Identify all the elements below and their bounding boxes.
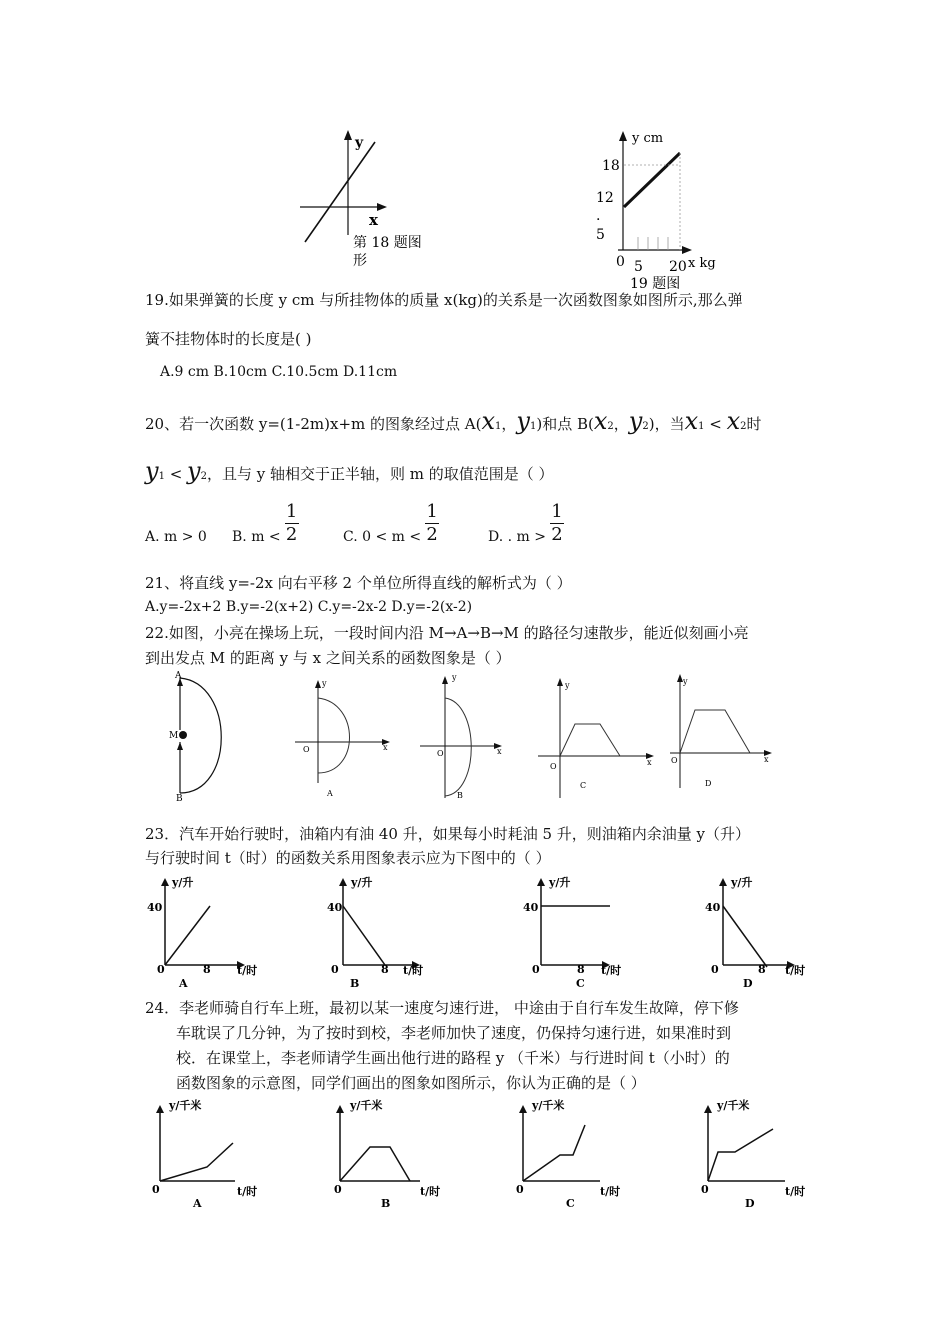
svg-text:M: M bbox=[169, 731, 179, 741]
svg-text:B: B bbox=[381, 1197, 391, 1210]
svg-text:A: A bbox=[193, 1197, 202, 1210]
fig18-caption: 第 18 题图 bbox=[353, 235, 422, 251]
q24-figures bbox=[145, 1095, 810, 1215]
svg-text:t/时: t/时 bbox=[237, 1185, 258, 1198]
q19-options: A.9 cm B.10cm C.10.5cm D.11cm bbox=[160, 364, 398, 380]
q24-line4: 函数图象的示意图，同学们画出的图象如图所示，你认为正确的是（ ） bbox=[176, 1074, 646, 1092]
svg-text:O: O bbox=[303, 745, 310, 754]
svg-text:0: 0 bbox=[157, 963, 165, 976]
fig18-caption-2: 形 bbox=[353, 253, 367, 269]
q21-options: A.y=-2x+2 B.y=-2(x+2) C.y=-2x-2 D.y=-2(x-2) bbox=[145, 599, 473, 615]
svg-text:y/千米: y/千米 bbox=[717, 1099, 750, 1112]
svg-text:t/时: t/时 bbox=[601, 964, 622, 977]
svg-text:0: 0 bbox=[701, 1183, 709, 1196]
figure-18 bbox=[295, 125, 445, 270]
svg-text:y: y bbox=[683, 677, 688, 686]
q24-line1: 24．李老师骑自行车上班，最初以某一速度匀速行进， 中途由于自行车发生故障，停下修 bbox=[145, 999, 739, 1017]
svg-text:40: 40 bbox=[147, 901, 163, 914]
svg-text:y/升: y/升 bbox=[731, 876, 753, 889]
svg-text:D: D bbox=[745, 1197, 755, 1210]
svg-text:C: C bbox=[580, 781, 587, 790]
fig19-caption: 19 题图 bbox=[630, 276, 681, 292]
svg-text:y/升: y/升 bbox=[172, 876, 194, 889]
svg-text:y: y bbox=[452, 673, 457, 682]
svg-text:y: y bbox=[565, 681, 570, 690]
fig19-tick-x20: 20 bbox=[669, 259, 687, 275]
fig19-tick-dot: . bbox=[596, 208, 601, 224]
fig19-tick-5: 5 bbox=[596, 227, 605, 243]
svg-text:x: x bbox=[647, 758, 652, 767]
q20-option-b: B. $m < \frac{1}{2}$ bbox=[232, 501, 298, 545]
svg-text:y: y bbox=[322, 679, 327, 688]
svg-text:D: D bbox=[743, 977, 753, 990]
q21-line1: 21、将直线 y=-2x 向右平移 2 个单位所得直线的解析式为（ ） bbox=[145, 574, 572, 592]
svg-text:B: B bbox=[176, 794, 183, 804]
svg-text:y/千米: y/千米 bbox=[350, 1099, 383, 1112]
q20-line2: y1 < y2，且与 y 轴相交于正半轴，则 m 的取值范围是（ ） bbox=[145, 457, 554, 485]
svg-text:8: 8 bbox=[203, 963, 211, 976]
fig18-x-label: x bbox=[369, 211, 378, 229]
svg-text:x: x bbox=[383, 743, 388, 752]
q20-option-d: D. . $m > \frac{1}{2}$ bbox=[488, 501, 563, 545]
svg-text:40: 40 bbox=[523, 901, 539, 914]
svg-text:y/升: y/升 bbox=[351, 876, 373, 889]
fig19-y-label: y cm bbox=[632, 131, 664, 146]
svg-text:C: C bbox=[566, 1197, 575, 1210]
q19-line1: 19.如果弹簧的长度 y cm 与所挂物体的质量 x(kg)的关系是一次函数图象如图所示,那么弹 bbox=[145, 291, 743, 309]
svg-text:O: O bbox=[550, 762, 557, 771]
q20-option-c: C. $0 < m < \frac{1}{2}$ bbox=[343, 501, 438, 545]
fig18-y-label: y bbox=[355, 135, 364, 151]
figure-19 bbox=[588, 125, 728, 295]
svg-text:O: O bbox=[437, 749, 444, 758]
svg-text:B: B bbox=[457, 791, 463, 800]
svg-text:t/时: t/时 bbox=[420, 1185, 441, 1198]
svg-text:A: A bbox=[175, 671, 182, 681]
svg-text:40: 40 bbox=[705, 901, 721, 914]
svg-text:y/升: y/升 bbox=[549, 876, 571, 889]
q22-line2: 到出发点 M 的距离 y 与 x 之间关系的函数图象是（ ） bbox=[145, 649, 511, 667]
fig19-tick-0: 0 bbox=[616, 254, 625, 270]
svg-text:0: 0 bbox=[152, 1183, 160, 1196]
svg-text:0: 0 bbox=[516, 1183, 524, 1196]
q22-line1: 22.如图，小亮在操场上玩，一段时间内沿 M→A→B→M 的路径匀速散步，能近似刻画小亮 bbox=[145, 624, 749, 642]
svg-text:C: C bbox=[576, 977, 585, 990]
q23-figures bbox=[145, 873, 810, 993]
fig19-tick-12: 12 bbox=[596, 190, 614, 206]
svg-text:8: 8 bbox=[381, 963, 389, 976]
fig19-x-label: x kg bbox=[688, 256, 716, 271]
q20-option-a: A. m > 0 bbox=[145, 529, 207, 545]
svg-text:0: 0 bbox=[331, 963, 339, 976]
svg-text:y/千米: y/千米 bbox=[532, 1099, 565, 1112]
svg-text:8: 8 bbox=[758, 963, 766, 976]
q19-line2: 簧不挂物体时的长度是( ) bbox=[145, 330, 312, 348]
q23-line1: 23．汽车开始行驶时，油箱内有油 40 升，如果每小时耗油 5 升，则油箱内余油量 y（升） bbox=[145, 825, 751, 843]
q24-line2: 车耽误了几分钟，为了按时到校，李老师加快了速度，仍保持匀速行进，如果准时到 bbox=[176, 1024, 732, 1042]
svg-text:0: 0 bbox=[532, 963, 540, 976]
svg-text:A: A bbox=[327, 789, 333, 798]
svg-text:D: D bbox=[705, 779, 712, 788]
svg-text:40: 40 bbox=[327, 901, 343, 914]
svg-text:0: 0 bbox=[711, 963, 719, 976]
svg-text:y/千米: y/千米 bbox=[169, 1099, 202, 1112]
svg-text:B: B bbox=[350, 977, 360, 990]
svg-text:x: x bbox=[764, 755, 769, 764]
svg-text:0: 0 bbox=[334, 1183, 342, 1196]
svg-text:x: x bbox=[497, 747, 502, 756]
q23-line2: 与行驶时间 t（时）的函数关系用图象表示应为下图中的（ ） bbox=[145, 849, 551, 867]
svg-text:t/时: t/时 bbox=[600, 1185, 621, 1198]
svg-text:t/时: t/时 bbox=[785, 964, 806, 977]
svg-text:A: A bbox=[179, 977, 188, 990]
q24-line3: 校．在课堂上，李老师请学生画出他行进的路程 y （千米）与行进时间 t（小时）的 bbox=[176, 1049, 730, 1067]
q20-line1: 20、若一次函数 y=(1-2m)x+m 的图象经过点 A(x1，y1)和点 B(x2，y2)，当x1 < x2时 bbox=[145, 407, 762, 435]
svg-text:8: 8 bbox=[577, 963, 585, 976]
q22-figures bbox=[160, 668, 800, 808]
fig19-tick-18: 18 bbox=[602, 158, 620, 174]
svg-text:t/时: t/时 bbox=[237, 964, 258, 977]
svg-text:t/时: t/时 bbox=[785, 1185, 806, 1198]
svg-text:t/时: t/时 bbox=[403, 964, 424, 977]
fig19-tick-x5: 5 bbox=[634, 259, 643, 275]
svg-text:O: O bbox=[671, 756, 678, 765]
